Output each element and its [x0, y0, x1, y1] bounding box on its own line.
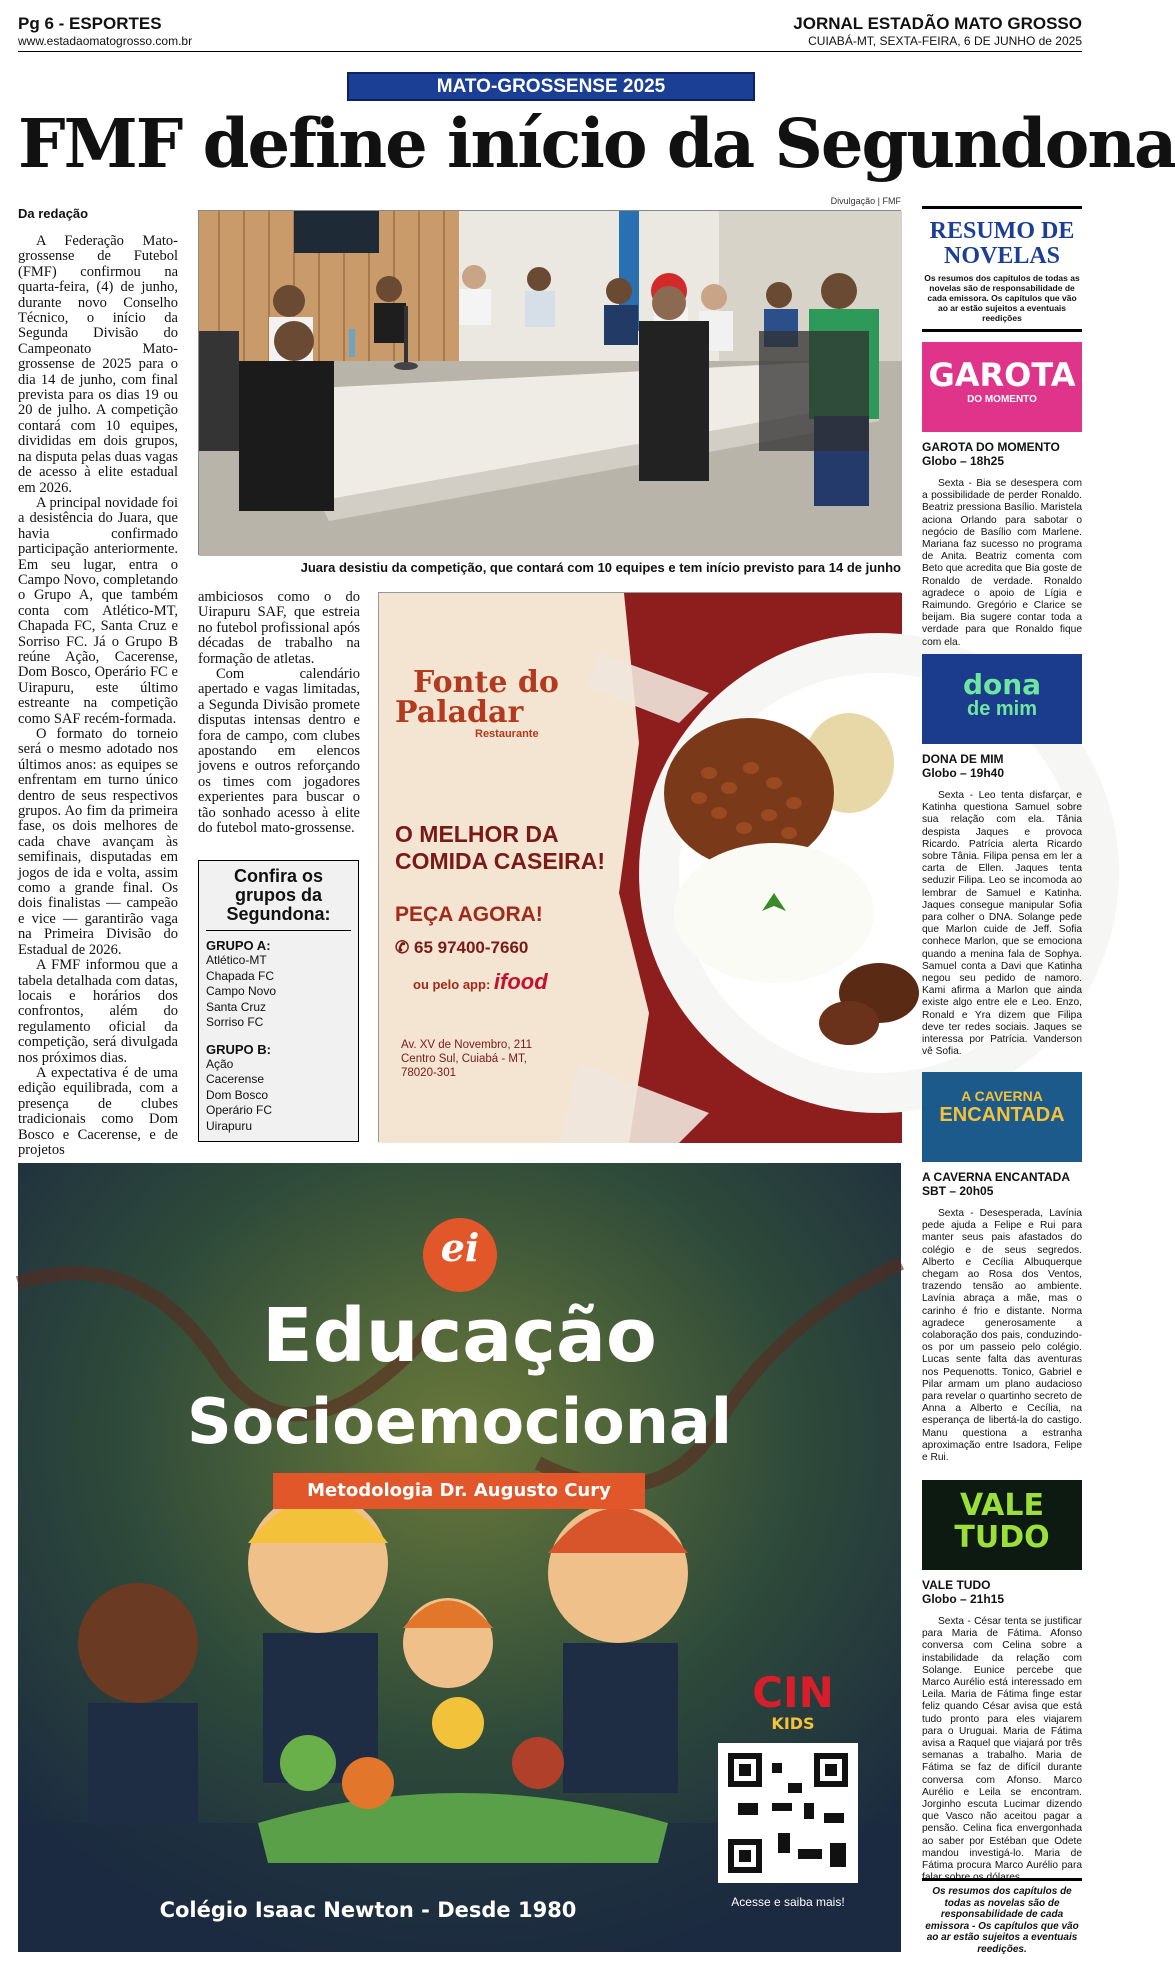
novela-logo-text: VALE	[959, 1488, 1044, 1523]
group-b-team: Ação	[206, 1056, 234, 1071]
group-b-team: Cacerense	[206, 1072, 265, 1086]
photo-credit: Divulgação | FMF	[830, 196, 901, 206]
groups-box	[198, 860, 359, 1142]
group-b-team: Uirapuru	[206, 1118, 253, 1133]
school-brand: CIN	[752, 1668, 834, 1717]
sidebar-footer: Os resumos dos capítulos de todas as novelas são de responsabilidade de cada emissora - Os capítulos que vão ao ar estão sujeitos a eventuais reedições.	[922, 1878, 1082, 1955]
dateline: CUIABÁ-MT, SEXTA-FEIRA, 6 DE JUNHO de 2025	[808, 34, 1082, 48]
novela-name: A CAVERNA ENCANTADA	[922, 1170, 1070, 1184]
ifood-logo[interactable]: ifood	[493, 969, 548, 994]
novela-network: SBT – 20h05	[922, 1184, 994, 1198]
article-column-1	[18, 233, 178, 1158]
group-a-team: Sorriso FC	[206, 1015, 264, 1029]
novela-network: Globo – 21h15	[922, 1592, 1005, 1606]
paragraph: ambiciosos como o do Uirapuru SAF, que estreia no futebol profissional após décadas de trabalho na formação de atletas.	[198, 589, 360, 667]
meeting-photo	[198, 210, 901, 555]
journal-name: JORNAL ESTADÃO MATO GROSSO	[793, 14, 1082, 33]
novelas-sidebar	[922, 206, 1082, 1884]
novela-logo-sub: TUDO	[954, 1520, 1050, 1555]
restaurant-phone[interactable]: 65 97400-7660	[413, 938, 529, 957]
novela-logo-text: dona	[962, 668, 1042, 701]
group-a-team: Chapada FC	[206, 968, 275, 983]
school-method: Metodologia Dr. Augusto Cury	[273, 1473, 645, 1509]
novela-summary: Sexta - Desesperada, Lavínia pede ajuda a Felipe e Rui para manter seus pais afastados do colégio e de seus segredos. Alberto e Cecília Albuquerque chegam ao Rosa dos Ventos, trazendo tensão ao ambiente. Lavínia abraça a mãe, mas o carinho é frio e distante. Norma agradece generosamente a colaboração dos pais, conduzindo-os por um passeio pelo colégio. Lucas sente falta das aventuras nos Pequenotts. Tonico, Gabriel e Pilar armam um plano audacioso para revelar o quartinho secreto de Anna a Alberto e Cecília, na esperança de libertá-la do castigo. Manu questiona a estranha aproximação entre Isadora, Felipe e Rui.	[922, 1208, 1082, 1464]
restaurant-cta[interactable]: PEÇA AGORA!	[395, 903, 543, 926]
novela-name: GAROTA DO MOMENTO	[922, 440, 1060, 454]
group-a-team: Atlético-MT	[206, 953, 267, 967]
paragraph: A principal novidade foi a desistência do Juara, que havia confirmado participação anteriormente. Em seu lugar, entra o Campo Novo, completando o Grupo A, que também conta com Atlético-MT, Chapada FC, Santa Cruz e Sorriso FC. Já o Grupo B reúne Ação, Cacerense, Dom Bosco, Operário FC e Uirapuru, este último estreante na competição como SAF recém-formada.	[18, 494, 178, 727]
article-column-2	[198, 590, 360, 852]
novela-logo-sub: DO MOMENTO	[967, 394, 1037, 405]
school-logo: ei	[440, 1225, 480, 1270]
school-ad[interactable]	[18, 1163, 901, 1952]
group-b-team: Dom Bosco	[206, 1087, 269, 1102]
restaurant-brand-line2: Paladar	[395, 695, 524, 730]
group-a-team: Campo Novo	[206, 984, 277, 998]
page-header-left	[18, 14, 192, 48]
header-divider	[18, 51, 1082, 52]
website-link[interactable]: www.estadaomatogrosso.com.br	[18, 34, 193, 48]
restaurant-ad[interactable]	[378, 592, 901, 1142]
novela-logo-garota	[922, 342, 1082, 432]
restaurant-brand-sub: Restaurante	[475, 728, 539, 740]
article-byline: Da redação	[18, 206, 89, 221]
novela-summary: Sexta - Leo tenta disfarçar, e Katinha questiona Samuel sobre sua relação com ela. Tânia despista Jaques e provoca Ricardo. Patrícia alerta Ricardo sobre Tânia. Filipa pensa em ler a carta de Ellen. Jaques tenta seduzir Filipa. Leo se incomoda ao lembrar de Samuel e Katinha. Jaques consegue manipular Sofia para colher o DNA. Solange pede que Marlon cuide de Jeff. Sofia conhece Marlon, que se emociona quando a menina fala de Sophya. Samuel conta a Davi que Katinha negou seu pedido de namoro. Kami afirma a Marlon que ainda existe algo entre ele e Leo. Enzo, Ronald e Yra dizem que Filipa deve ter redes sociais. Jaques se interessa por Patrícia. Vanderson vê Sofia.	[922, 790, 1082, 1058]
restaurant-app-text: ou pelo app:	[413, 977, 491, 992]
restaurant-address-line3: 78020-301	[401, 1067, 456, 1079]
novela-logo-dona	[922, 654, 1082, 744]
novela-logo-text: A CAVERNA	[961, 1088, 1043, 1104]
sidebar-title: RESUMO DE NOVELAS	[929, 218, 1075, 269]
restaurant-slogan-line2: COMIDA CASEIRA!	[395, 848, 605, 874]
restaurant-brand-line1: Fonte do	[413, 665, 559, 700]
paragraph: O formato do torneio será o mesmo adotado nos últimos anos: as equipes se enfrentam em turno único dentro de seus respectivos grupos. Ao fim da primeira fase, os dois melhores de cada chave avançam às semifinais, disputadas em jogos de ida e volta, assim como a grande final. Os dois finalistas — campeão e vice — garantirão vaga na Primeira Divisão do Estadual de 2026.	[18, 726, 178, 958]
paragraph: Com calendário apertado e vagas limitadas, a Segunda Divisão promete disputas intensas dentro e fora de campo, com clubes apostando em elencos jovens e outros reforçando os times com jogadores experientes para buscar o tão sonhado acesso à elite do futebol mato-grossense.	[198, 666, 360, 837]
novela-logo-sub: ENCANTADA	[939, 1104, 1065, 1126]
group-a-team: Santa Cruz	[206, 999, 267, 1014]
whatsapp-icon: ✆	[395, 938, 410, 957]
sidebar-subtitle: Os resumos dos capítulos de todas as novelas são de responsabilidade de cada emissora. Os capítulos que vão ao ar estão sujeitos a eventuais reedições	[924, 273, 1080, 323]
qr-code-caption[interactable]: Acesse e saiba mais!	[731, 1895, 845, 1909]
group-a-title: GRUPO A:	[206, 938, 271, 953]
novela-summary: Sexta - Bia se desespera com a possibilidade de perder Ronaldo. Beatriz pressiona Basílio. Maristela aciona Orlando para sabotar o negócio de Basílio com Marlene. Mariana faz sucesso no programa de Anita. Beatriz comenta com Beto que acredita que Bia goste de Ronaldo de verdade. Ronaldo agradece o apoio de Lígia e Raimundo. Gregório e Clarice se beijam. Bia sugere contar toda a verdade para que Ronaldo fique com ela.	[922, 478, 1082, 648]
paragraph: A Federação Mato-grossense de Futebol (FMF) confirmou na quarta-feira, (4) de junho, durante novo Conselho Técnico, o início da Segunda Divisão do Campeonato Mato-grossense de 2025 para o dia 14 de junho, com final prevista para os dias 19 ou 20 de julho. A competição contará com 10 equipes, divididas em dois grupos, na disputa pelas duas vagas de acesso à elite estadual em 2026.	[18, 233, 178, 496]
school-brand-sub: KIDS	[771, 1714, 815, 1733]
novela-summary: Sexta - César tenta se justificar para Maria de Fátima. Afonso conversa com Celina sobre a instabilidade da relação com Solange. Eunice percebe que Marco Aurélio está interessado em Leila. Maria de Fátima finge estar feliz quando César avisa que está tudo pronto para eles viajarem para o Uruguai. Maria de Fátima avisa a Raquel que viajará por três semanas a trabalho. Maria de Fátima se faz de difícil durante conversa com Afonso. Marco Aurélio e Leila se encontram. Jorginho escuta Lucimar dizendo que Vasco não aceitou pagar a pensão. Celina fica envergonhada ao saber por Estéban que Odete mandou investigá-lo. Maria de Fátima procura Marco Aurélio para falar sobre os dólares.	[922, 1616, 1082, 1884]
school-title-line2: Socioemocional	[187, 1385, 732, 1458]
novela-name: VALE TUDO	[922, 1578, 991, 1592]
novela-logo-sub: de mim	[966, 698, 1038, 720]
restaurant-slogan-line1: O MELHOR DA	[395, 821, 559, 847]
novela-network: Globo – 18h25	[922, 454, 1005, 468]
paragraph: A FMF informou que a tabela detalhada com datas, locais e horários dos confrontos, além do regulamento oficial da competição, será divulgada nos próximos dias.	[18, 957, 178, 1066]
article-headline: FMF define início da Segundona	[18, 104, 1175, 183]
restaurant-address-line1: Av. XV de Novembro, 211	[401, 1039, 533, 1051]
groups-box-title: Confira os grupos da Segundona:	[206, 867, 351, 931]
group-b-team: Operário FC	[206, 1103, 273, 1117]
paragraph: A expectativa é de uma edição equilibrada, com a presença de clubes tradicionais como Dom Bosco e Cacerense, e de projetos	[18, 1064, 178, 1158]
novela-network: Globo – 19h40	[922, 766, 1005, 780]
article-kicker: MATO-GROSSENSE 2025	[347, 72, 755, 101]
novela-name: DONA DE MIM	[922, 752, 1004, 766]
sidebar-header	[922, 206, 1082, 332]
school-footer: Colégio Isaac Newton - Desde 1980	[159, 1898, 577, 1922]
group-b-title: GRUPO B:	[206, 1041, 271, 1057]
restaurant-address-line2: Centro Sul, Cuiabá - MT,	[401, 1053, 527, 1065]
novela-logo-text: GAROTA	[928, 356, 1076, 394]
page-section: Pg 6 - ESPORTES	[18, 14, 162, 33]
novela-logo-vale-tudo	[922, 1480, 1082, 1570]
page-header-right	[793, 14, 1082, 48]
novela-logo-caverna	[922, 1072, 1082, 1162]
school-title-line1: Educação	[262, 1293, 657, 1379]
photo-caption: Juara desistiu da competição, que contará com 10 equipes e tem início previsto para 14 de junho	[300, 560, 901, 575]
